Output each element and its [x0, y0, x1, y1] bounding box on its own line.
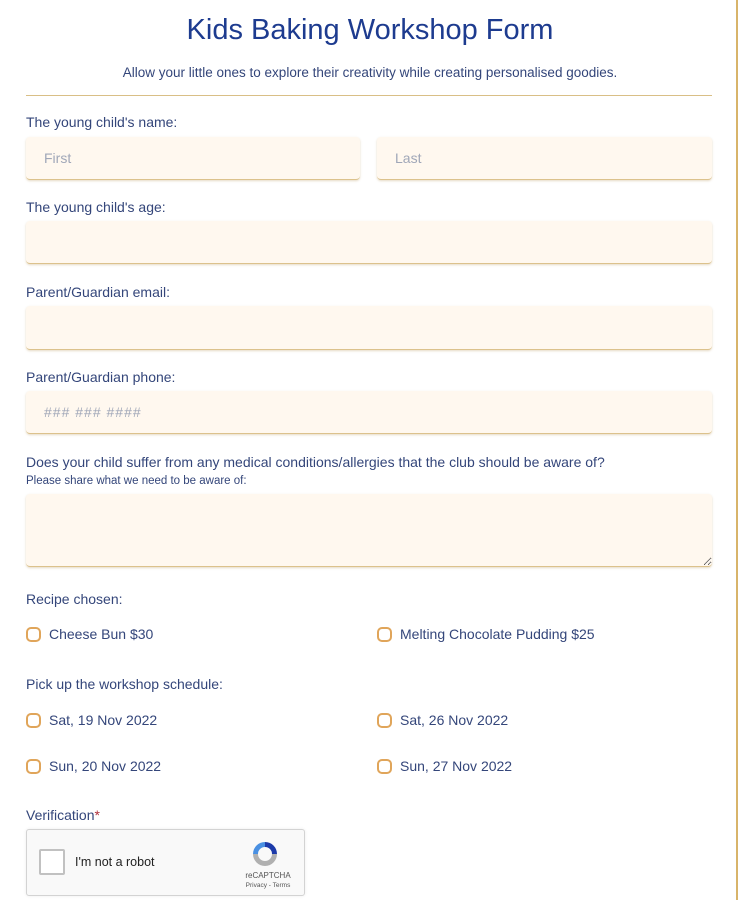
- phone-label: Parent/Guardian phone:: [26, 369, 176, 385]
- radio-icon[interactable]: [377, 759, 392, 774]
- recipe-option-chocolate-pudding[interactable]: Melting Chocolate Pudding $25: [377, 626, 595, 642]
- schedule-option-sun-20[interactable]: Sun, 20 Nov 2022: [26, 758, 161, 774]
- child-age-label: The young child's age:: [26, 199, 166, 215]
- page-title: Kids Baking Workshop Form: [186, 14, 554, 46]
- medical-sublabel: Please share what we need to be aware of:: [26, 475, 247, 487]
- medical-label: Does your child suffer from any medical conditions/allergies that the club should be aware of?: [26, 454, 605, 470]
- radio-icon[interactable]: [377, 627, 392, 642]
- verification-label: Verification*: [26, 807, 100, 823]
- email-input[interactable]: [26, 306, 712, 350]
- radio-icon[interactable]: [26, 759, 41, 774]
- schedule-option-sun-27[interactable]: Sun, 27 Nov 2022: [377, 758, 512, 774]
- child-name-label: The young child's name:: [26, 114, 178, 130]
- email-label: Parent/Guardian email:: [26, 284, 170, 300]
- radio-icon[interactable]: [26, 713, 41, 728]
- schedule-option-sat-19[interactable]: Sat, 19 Nov 2022: [26, 712, 157, 728]
- radio-icon[interactable]: [26, 627, 41, 642]
- page-subtitle: Allow your little ones to explore their creativity while creating personalised goodies.: [122, 65, 618, 80]
- last-name-input[interactable]: [377, 137, 712, 180]
- recipe-option-cheese-bun[interactable]: Cheese Bun $30: [26, 626, 153, 642]
- medical-textarea[interactable]: [26, 494, 712, 567]
- child-age-input[interactable]: [26, 221, 712, 264]
- recaptcha-widget: [26, 829, 305, 896]
- recaptcha-checkbox[interactable]: [39, 849, 65, 875]
- required-mark: *: [94, 807, 100, 823]
- recipe-label: Recipe chosen:: [26, 591, 123, 607]
- header-divider: [26, 95, 712, 96]
- recaptcha-brand: reCAPTCHA: [245, 871, 291, 880]
- phone-input[interactable]: [26, 391, 712, 434]
- schedule-label: Pick up the workshop schedule:: [26, 676, 223, 692]
- schedule-option-sat-26[interactable]: Sat, 26 Nov 2022: [377, 712, 508, 728]
- recaptcha-text: I'm not a robot: [75, 855, 155, 869]
- radio-icon[interactable]: [377, 713, 392, 728]
- first-name-input[interactable]: [26, 137, 360, 180]
- page-right-border: [736, 0, 738, 900]
- recaptcha-logo-icon: [249, 839, 281, 869]
- recaptcha-links[interactable]: Privacy - Terms: [245, 882, 291, 889]
